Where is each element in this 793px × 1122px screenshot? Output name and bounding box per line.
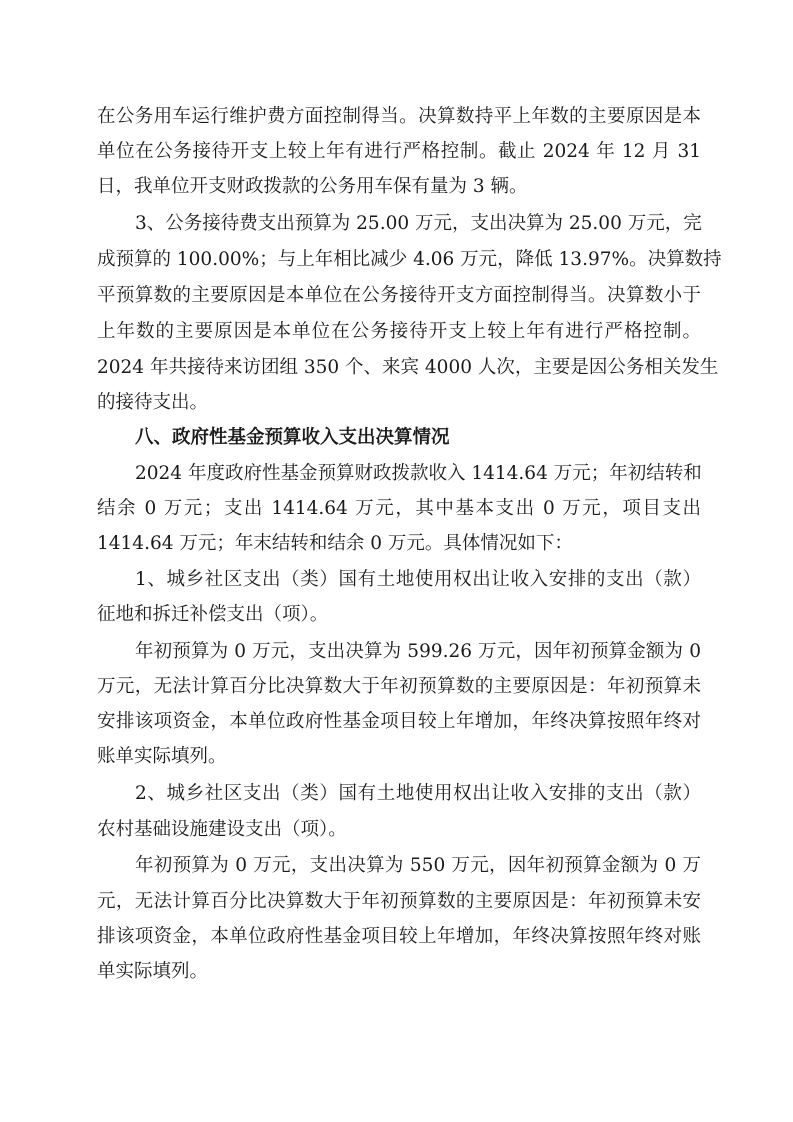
text-line: 2、城乡社区支出（类）国有土地使用权出让收入安排的支出（款） bbox=[135, 783, 701, 804]
text-line: 排该项资金，本单位政府性基金项目较上年增加，年终决算按照年终对账 bbox=[97, 926, 701, 947]
text-line: 2024 年度政府性基金预算财政拨款收入 1414.64 万元；年初结转和 bbox=[135, 463, 702, 484]
text-line: 1414.64 万元；年末结转和结余 0 万元。具体情况如下： bbox=[97, 533, 573, 554]
text-line: 账单实际填列。 bbox=[97, 746, 227, 767]
text-line: 2024 年共接待来访团组 350 个、来宾 4000 人次，主要是因公务相关发生 bbox=[97, 357, 719, 378]
text-line: 的接待支出。 bbox=[97, 392, 209, 413]
text-line: 安排该项资金，本单位政府性基金项目较上年增加，年终决算按照年终对 bbox=[97, 711, 701, 732]
text-line: 1、城乡社区支出（类）国有土地使用权出让收入安排的支出（款） bbox=[135, 569, 701, 590]
text-line: 平预算数的主要原因是本单位在公务接待开支方面控制得当。决算数小于 bbox=[97, 285, 701, 306]
text-line: 上年数的主要原因是本单位在公务接待开支上较上年有进行严格控制。 bbox=[97, 321, 701, 342]
text-line: 单位在公务接待开支上较上年有进行严格控制。截止 2024 年 12 月 31 bbox=[97, 141, 701, 162]
text-line: 征地和拆迁补偿支出（项）。 bbox=[97, 604, 329, 625]
text-line: 八、政府性基金预算收入支出决算情况 bbox=[135, 427, 450, 448]
text-line: 元，无法计算百分比决算数大于年初预算数的主要原因是：年初预算未安 bbox=[97, 891, 701, 912]
text-line: 农村基础设施建设支出（项）。 bbox=[97, 819, 347, 840]
text-line: 结余 0 万元；支出 1414.64 万元，其中基本支出 0 万元，项目支出 bbox=[97, 498, 701, 519]
text-line: 日，我单位开支财政拨款的公务用车保有量为 3 辆。 bbox=[97, 176, 528, 197]
text-line: 年初预算为 0 万元，支出决算为 599.26 万元，因年初预算金额为 0 bbox=[135, 641, 701, 662]
text-line: 单实际填列。 bbox=[97, 961, 209, 982]
text-line: 万元，无法计算百分比决算数大于年初预算数的主要原因是：年初预算未 bbox=[97, 676, 701, 697]
text-line: 3、公务接待费支出预算为 25.00 万元，支出决算为 25.00 万元，完 bbox=[135, 213, 702, 234]
text-line: 成预算的 100.00%；与上年相比减少 4.06 万元，降低 13.97%。决算数持 bbox=[97, 249, 722, 270]
text-line: 年初预算为 0 万元，支出决算为 550 万元，因年初预算金额为 0 万 bbox=[135, 855, 701, 876]
text-line: 在公务用车运行维护费方面控制得当。决算数持平上年数的主要原因是本 bbox=[97, 106, 701, 127]
